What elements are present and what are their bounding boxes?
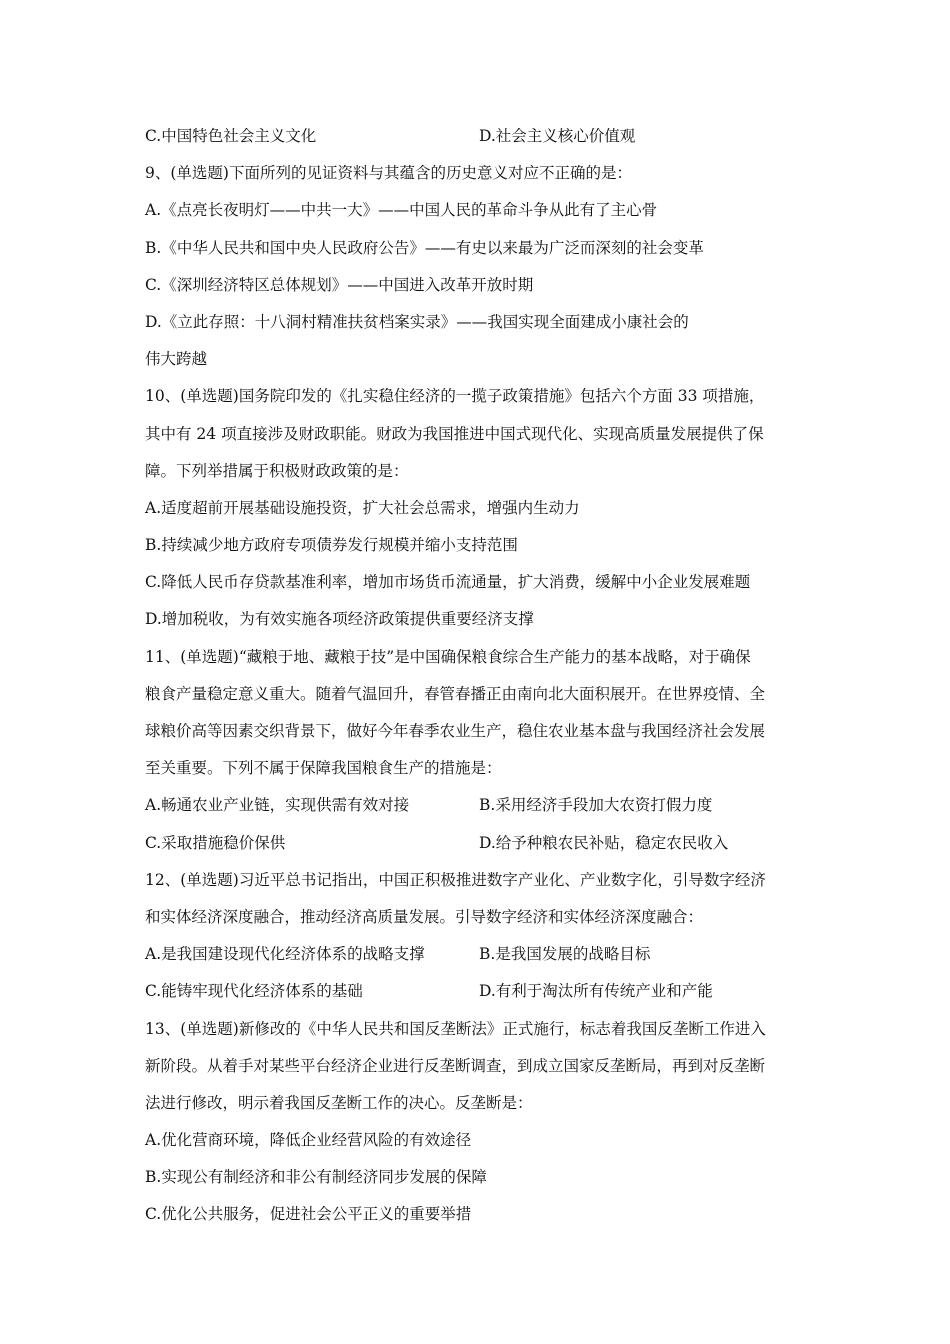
q13-stem-line1: 13、(单选题)新修改的《中华人民共和国反垄断法》正式施行，标志着我国反垄断工作进入 [145, 1019, 766, 1038]
q12-options-row-cd [145, 973, 810, 1010]
q9-stem: 9、(单选题)下面所列的见证资料与其蕴含的历史意义对应不正确的是： [145, 164, 632, 183]
q11-option-c: C.采取措施稳价保供 [145, 833, 286, 852]
q11-stem-line4: 至关重要。下列不属于保障我国粮食生产的措施是： [145, 759, 502, 778]
q11-stem-line1: 11、(单选题)“藏粮于地、藏粮于技”是中国确保粮食综合生产能力的基本战略，对于确保 [145, 647, 751, 666]
q8-option-c: C.中国特色社会主义文化 [145, 127, 317, 145]
q11-options-row-ab [145, 787, 810, 824]
q11-options-row-cd [145, 825, 810, 862]
q10-stem-line2: 其中有 24 项直接涉及财政职能。财政为我国推进中国式现代化、实现高质量发展提供了保 [145, 424, 764, 443]
q8-option-d: D.社会主义核心价值观 [479, 127, 636, 145]
q8-options-row-cd [145, 118, 810, 155]
q12-option-a: A.是我国建设现代化经济体系的战略支撑 [145, 945, 425, 964]
q9-option-c: C.《深圳经济特区总体规划》——中国进入改革开放时期 [145, 275, 534, 294]
q13-option-a: A.优化营商环境，降低企业经营风险的有效途径 [145, 1131, 472, 1150]
q13-option-c: C.优化公共服务，促进社会公平正义的重要举措 [145, 1205, 472, 1224]
q9-option-d-line2: 伟大跨越 [145, 350, 208, 369]
q13-stem-line2: 新阶段。从着手对某些平台经济企业进行反垄断调查，到成立国家反垄断局，再到对反垄断 [145, 1056, 766, 1075]
q13-stem-line3: 法进行修改，明示着我国反垄断工作的决心。反垄断是： [145, 1093, 533, 1112]
q10-option-d: D.增加税收，为有效实施各项经济政策提供重要经济支撑 [145, 610, 534, 629]
q10-option-b: B.持续减少地方政府专项债券发行规模并缩小支持范围 [145, 536, 518, 555]
q9-option-b: B.《中华人民共和国中央人民政府公告》——有史以来最为广泛而深刻的社会变革 [145, 238, 704, 257]
q11-option-b: B.采用经济手段加大农资打假力度 [479, 796, 713, 815]
q9-option-d-line1: D.《立此存照：十八洞村精准扶贫档案实录》——我国实现全面建成小康社会的 [145, 312, 689, 331]
q10-option-a: A.适度超前开展基础设施投资，扩大社会总需求，增强内生动力 [145, 498, 580, 517]
q12-stem-line1: 12、(单选题)习近平总书记指出，中国正积极推进数字产业化、产业数字化，引导数字经济 [145, 870, 766, 889]
q10-stem-line1: 10、(单选题)国务院印发的《扎实稳住经济的一揽子政策措施》包括六个方面 33 项措施， [145, 387, 765, 406]
q12-options-row-ab [145, 936, 810, 973]
q12-option-b: B.是我国发展的战略目标 [479, 945, 651, 964]
q12-option-c: C.能铸牢现代化经济体系的基础 [145, 982, 363, 1001]
q10-stem-line3: 障。下列举措属于积极财政政策的是： [145, 461, 409, 480]
q12-stem-line2: 和实体经济深度融合，推动经济高质量发展。引导数字经济和实体经济深度融合： [145, 907, 704, 926]
q10-option-c: C.降低人民币存贷款基准利率，增加市场货币流通量，扩大消费，缓解中小企业发展难题 [145, 573, 751, 592]
q9-option-a: A.《点亮长夜明灯——中共一大》——中国人民的革命斗争从此有了主心骨 [145, 201, 658, 220]
page-content [145, 118, 810, 1234]
q11-stem-line3: 球粮价高等因素交织背景下，做好今年春季农业生产，稳住农业基本盘与我国经济社会发展 [145, 722, 766, 740]
q13-option-b: B.实现公有制经济和非公有制经济同步发展的保障 [145, 1168, 487, 1187]
q11-stem-line2: 粮食产量稳定意义重大。随着气温回升，春管春播正由南向北大面积展开。在世界疫情、全 [145, 684, 766, 703]
q11-option-a: A.畅通农业产业链，实现供需有效对接 [145, 796, 410, 815]
q11-option-d: D.给予种粮农民补贴，稳定农民收入 [479, 833, 729, 852]
q12-option-d: D.有利于淘汰所有传统产业和产能 [479, 982, 713, 1001]
